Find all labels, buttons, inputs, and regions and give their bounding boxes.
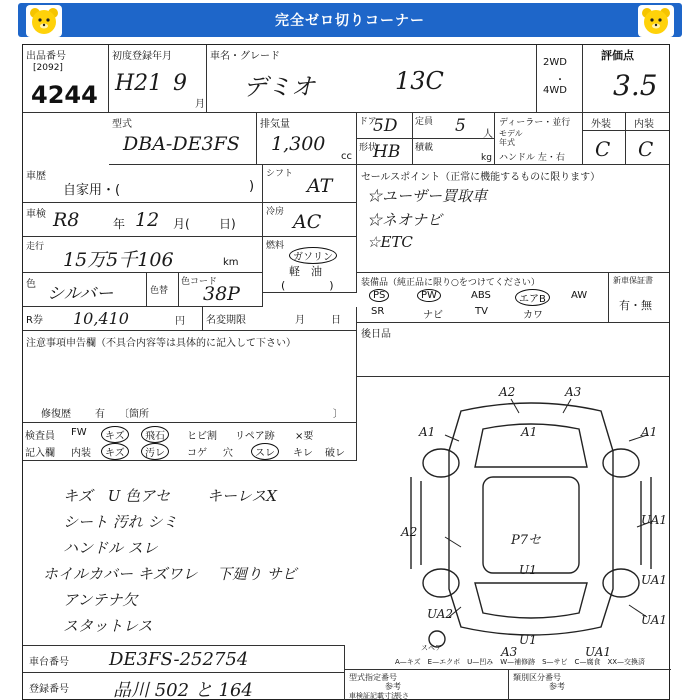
cc-unit: cc (341, 151, 352, 162)
km-unit: km (223, 257, 239, 268)
damage-mark: A1 (521, 425, 538, 439)
fw-item: キズ (101, 426, 129, 443)
color-cell (23, 273, 147, 307)
inspection-month: 12 (135, 209, 160, 231)
length-label: 長さ (395, 692, 409, 700)
ac-value: AC (293, 211, 322, 233)
damage-mark: U1 (519, 633, 537, 647)
equipment-leather: カワ (523, 310, 543, 321)
equipment-cell (357, 273, 609, 323)
after-items-cell (357, 323, 669, 377)
year-unit: 年 (113, 217, 126, 231)
notes-cell (23, 331, 357, 423)
plate-number: 品川 502 と 164 (113, 680, 253, 700)
chassis-cell (23, 645, 345, 673)
first-reg-cell (109, 45, 207, 113)
damage-mark: UA1 (641, 513, 668, 527)
type-cert-ref: 参考 (385, 682, 401, 691)
color-change-cell (147, 273, 179, 307)
first-reg-label: 初度登録年月 (112, 51, 172, 62)
cert-label: 車検証記載寸法 (349, 692, 398, 700)
warranty-cell (609, 273, 669, 323)
inspection-day-unit: 日) (219, 217, 236, 231)
color-code-cell (179, 273, 263, 307)
car-grade: 13C (395, 67, 444, 95)
history-type-cell (23, 165, 263, 203)
recycle-label: R券 (26, 315, 43, 326)
history-type-label: 車歴 (26, 171, 46, 182)
mileage-value: 15万5千106 (63, 249, 174, 271)
inspection-year: R8 (53, 209, 80, 231)
equipment-tv: TV (475, 306, 488, 317)
fw-item: リペア跡 (235, 431, 275, 442)
ext-label: 外装 (591, 119, 611, 130)
interior-item: 汚レ (141, 443, 169, 460)
dealer-cell (495, 113, 583, 165)
damage-mark: UA1 (641, 573, 668, 587)
load-cell (413, 139, 495, 165)
ac-label: 冷房 (266, 207, 285, 217)
fuel-diesel: 軽 油 (289, 265, 322, 278)
score-label: 評価点 (601, 49, 634, 62)
lot-sub-code: [2092] (33, 63, 63, 73)
car-name-label: 車名・グレード (210, 51, 280, 62)
body-cell (357, 139, 413, 165)
ext-grade: C (595, 137, 611, 161)
equipment-abs: ABS (471, 290, 491, 301)
score-value: 3.5 (613, 69, 658, 102)
color-value: シルバー (47, 284, 114, 304)
remark-line: ハンドル スレ (63, 539, 158, 557)
damage-mark: UA1 (585, 645, 612, 659)
equipment-label: 装備品（純正品に限り○をつけてください） (361, 278, 540, 288)
damage-mark: U1 (519, 563, 537, 577)
damage-mark: UA2 (427, 607, 454, 621)
inspector-cell (23, 423, 357, 461)
lot-number: 4244 (31, 81, 98, 109)
color-label: 色 (26, 279, 36, 290)
fw-item: ×要 (295, 431, 314, 442)
transfer-day: 日 (331, 315, 341, 326)
remark-line: アンテナ欠 (63, 591, 138, 609)
inspection-month-unit: 月( (173, 217, 190, 231)
transfer-label: 名変期限 (206, 315, 246, 326)
header-banner (18, 3, 682, 37)
repair-value: 有 (95, 409, 105, 420)
inspector-label: 検査員 (25, 431, 55, 442)
spare-label: スペア (421, 644, 442, 652)
after-items-label: 後日品 (361, 329, 391, 340)
page-title: 完全ゼロ切りコーナー (275, 13, 425, 29)
interior-item: 穴 (223, 448, 233, 459)
yen-unit: 円 (175, 316, 185, 327)
transfer-cell (203, 307, 357, 331)
shift-value: AT (307, 175, 333, 197)
capacity-value: 5 (455, 116, 466, 136)
equipment-aw: AW (571, 290, 588, 301)
int-label: 内装 (634, 119, 654, 130)
person-unit: 人 (483, 129, 493, 140)
dealer-label: ディーラー・並行 (499, 118, 571, 128)
equipment-pw: PW (417, 289, 441, 302)
interior-item: キレ (293, 448, 313, 459)
lot-label: 出品番号 (26, 51, 66, 62)
equipment-sr: SR (371, 306, 385, 317)
recycle-amount: 10,410 (73, 309, 129, 328)
color-code-value: 38P (203, 283, 240, 305)
sales-point-item: ☆ユーザー買取車 (367, 187, 488, 205)
interior-item: スレ (251, 443, 279, 460)
damage-legend: A—キズ E—エクボ U—凹み W—補修跡 S—サビ C—腐食 XX—交換済 (395, 658, 646, 666)
shift-cell (263, 165, 357, 203)
interior-item: コゲ (187, 448, 207, 459)
mileage-cell (23, 237, 263, 273)
fuel-gasoline: ガソリン (289, 247, 337, 264)
fw-item: 飛石 (141, 426, 169, 443)
body-value: HB (373, 142, 401, 162)
inspection-label: 車検 (26, 209, 46, 220)
inspection-cell (23, 203, 263, 237)
int-grade-cell (626, 131, 669, 165)
displacement-cell (257, 113, 357, 165)
bear-mascot-icon (638, 5, 674, 37)
remarks-area (23, 461, 403, 639)
interior-item: 破レ (325, 448, 345, 459)
chassis-label: 車台番号 (29, 657, 69, 668)
ac-cell (263, 203, 357, 237)
bear-mascot-icon (26, 5, 62, 37)
remark-line: キズ U 色アセ (63, 487, 170, 505)
repair-close: 〕 (333, 409, 343, 420)
equipment-airbag: エアB (515, 289, 550, 306)
drive-dot: ・ (555, 75, 565, 86)
door-label: ドア (359, 117, 377, 127)
score-cell (583, 45, 669, 113)
interior-label: 内装 (71, 448, 91, 459)
damage-mark: A1 (641, 425, 658, 439)
remark-line: スタットレス (63, 617, 153, 635)
plate-cell (23, 673, 345, 700)
damage-mark: A2 (401, 525, 418, 539)
recycle-cell (23, 307, 203, 331)
sales-point-item: ☆ネオナビ (367, 211, 443, 229)
plate-label: 登録番号 (29, 684, 69, 695)
sales-points-label: セールスポイント（正常に機能するものに限ります） (361, 172, 601, 183)
fuel-label: 燃料 (266, 241, 285, 251)
damage-mark: A3 (501, 645, 518, 659)
roof-note: P7セ (511, 533, 542, 548)
inspector-entry-label: 記入欄 (25, 448, 55, 459)
drive-2wd: 2WD (543, 57, 567, 68)
door-value: 5D (373, 116, 398, 136)
lot-cell (23, 45, 109, 113)
door-cell (357, 113, 413, 139)
car-damage-diagram (391, 377, 671, 659)
fuel-cell (263, 237, 357, 293)
damage-mark: A2 (499, 385, 516, 399)
remark-line-right: 下廻り サビ (217, 565, 297, 583)
repair-label: 修復歴 (41, 409, 71, 420)
sales-points-cell (357, 165, 669, 273)
type-cert-label: 型式指定番号 (349, 673, 397, 682)
class-ref: 参考 (549, 682, 565, 691)
month-unit: 月 (195, 99, 205, 110)
capacity-cell (413, 113, 495, 139)
warranty-label: 新車保証書 (613, 276, 653, 285)
equipment-ps: PS (369, 289, 389, 302)
auction-sheet (22, 44, 670, 700)
remark-line-right: キーレスX (207, 487, 277, 505)
first-reg-era: H21 (115, 71, 163, 96)
car-name: デミオ (243, 73, 315, 101)
int-label-cell (626, 113, 669, 131)
chassis-number: DE3FS-252754 (109, 649, 249, 670)
class-label: 類別区分番号 (513, 673, 561, 682)
drive-4wd: 4WD (543, 85, 567, 96)
color-code-label: 色コード (181, 277, 218, 287)
interior-item: キズ (101, 443, 129, 460)
displacement-label: 排気量 (260, 119, 290, 130)
equipment-navi: ナビ (423, 310, 443, 321)
type-cert-cell (345, 669, 509, 700)
model-code: DBA-DE3FS (123, 133, 240, 155)
ext-label-cell (583, 113, 626, 131)
repair-place: 〔箇所 (119, 409, 149, 420)
drive-cell (537, 45, 583, 113)
load-label: 積載 (415, 143, 434, 153)
model-label: 型式 (112, 119, 132, 130)
handle-label: ハンドル 左・右 (499, 153, 565, 163)
remark-line: シート 汚れ シミ (63, 513, 178, 531)
history-type-value: 自家用・( (63, 183, 121, 198)
fw-item: ヒビ割 (187, 431, 217, 442)
color-change-label: 色替 (150, 286, 169, 296)
notes-label: 注意事項申告欄（不具合内容等は具体的に記入して下さい） (26, 338, 296, 349)
mileage-label: 走行 (26, 242, 45, 252)
displacement-value: 1,300 (271, 133, 326, 155)
first-reg-month: 9 (173, 71, 187, 96)
capacity-label: 定員 (415, 117, 434, 127)
fw-label: FW (71, 427, 87, 438)
kg-unit: kg (481, 153, 492, 163)
ext-grade-cell (583, 131, 626, 165)
model-cell (109, 113, 257, 165)
damage-mark: A1 (419, 425, 436, 439)
transfer-month: 月 (295, 315, 305, 326)
warranty-value: 有・無 (619, 299, 652, 312)
history-type-close: ) (249, 179, 255, 194)
body-label: 形状 (359, 143, 378, 153)
class-cell (509, 669, 671, 700)
car-name-cell (207, 45, 537, 113)
int-grade: C (638, 137, 654, 161)
model-year-label: モデル年式 (499, 129, 523, 147)
remark-line: ホイルカバー キズワレ (43, 565, 198, 583)
shift-label: シフト (266, 169, 294, 179)
fuel-paren: ( ) (281, 279, 334, 292)
damage-mark: A3 (565, 385, 582, 399)
damage-mark: UA1 (641, 613, 668, 627)
sales-point-item: ☆ETC (367, 233, 413, 251)
